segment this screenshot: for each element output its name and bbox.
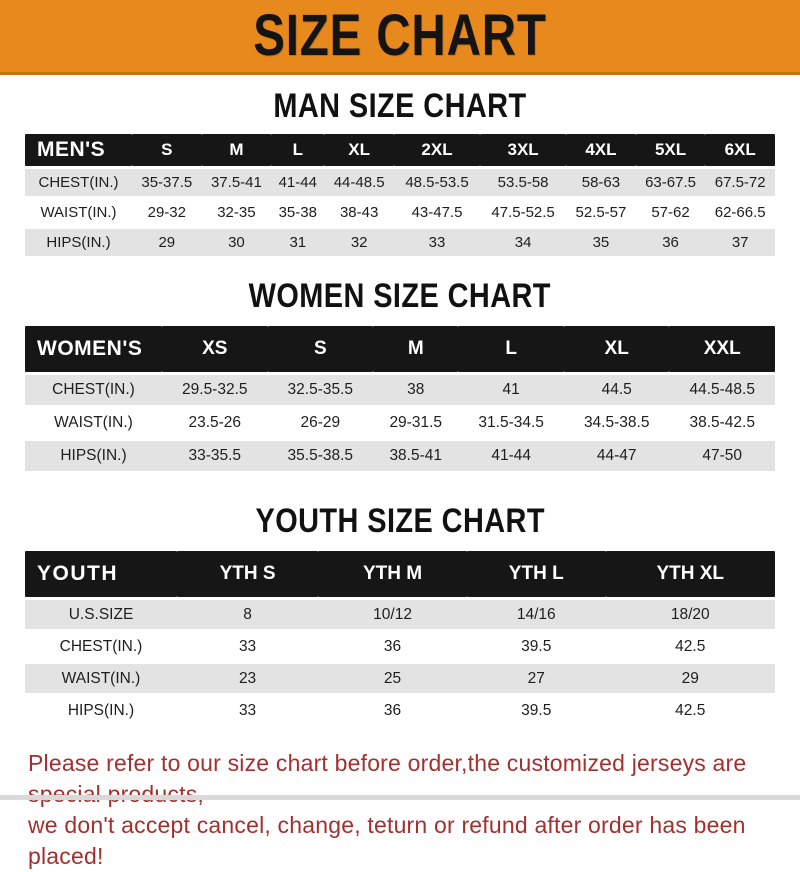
youth-measurement-row [25,664,775,693]
women-size-value-cell: 23.5-26 [188,414,242,431]
youth-measurement-row [25,632,775,661]
men-size-value-cell: 44-48.5 [333,174,385,191]
youth-header-bar [25,551,775,597]
men-size-column-header: 6XL [724,140,756,159]
youth-section-heading-text: YOUTH SIZE CHART [255,502,545,540]
youth-size-value-cell: 18/20 [670,605,710,623]
women-measurement-row [25,375,775,405]
youth-size-column-header: YTH L [508,563,564,584]
women-size-value-cell: 34.5-38.5 [583,414,650,431]
youth-size-value-cell: 27 [527,669,545,687]
men-size-value-cell: 41-44 [278,174,317,191]
women-size-value-cell: 38.5-42.5 [689,414,755,431]
women-size-value-cell: 32.5-35.5 [287,381,354,398]
banner [0,0,800,75]
youth-size-column-header: YTH M [363,563,423,584]
men-size-value-cell: 36 [662,234,679,251]
men-size-value-cell: 30 [228,234,245,251]
women-size-value-cell: 38.5-41 [389,447,443,464]
women-row-label: HIPS(IN.) [60,447,127,464]
women-size-value-cell: 47-50 [702,447,743,464]
men-size-value-cell: 58-63 [581,174,621,191]
youth-size-value-cell: 8 [243,605,252,623]
youth-size-value-cell: 36 [383,701,402,719]
men-size-column-header: 2XL [421,140,453,159]
men-size-value-cell: 32-35 [217,204,256,221]
men-size-value-cell: 35-37.5 [141,174,193,191]
youth-row-label: WAIST(IN.) [61,669,141,687]
youth-size-table [25,548,775,728]
order-policy-note [28,748,772,872]
men-row-label: HIPS(IN.) [46,234,111,251]
youth-row-label: U.S.SIZE [68,605,134,623]
women-size-value-cell: 33-35.5 [188,447,242,464]
men-size-value-cell: 63-67.5 [645,174,696,191]
women-header-bar [25,326,775,372]
men-size-value-cell: 52.5-57 [575,204,627,221]
men-size-column-header: XL [348,140,371,159]
women-size-column-header: XS [202,338,228,359]
women-size-table [25,323,775,474]
youth-measurement-row [25,600,775,629]
men-size-value-cell: 47.5-52.5 [491,204,555,221]
women-size-column-header: XXL [703,338,741,359]
youth-size-value-cell: 14/16 [516,605,556,623]
youth-section-heading [0,504,800,538]
men-size-column-header: 5XL [654,140,687,159]
youth-size-column-header: YTH S [219,563,276,584]
women-size-value-cell: 35.5-38.5 [287,447,354,464]
men-size-column-header: M [229,140,244,159]
men-row-label: WAIST(IN.) [40,204,117,221]
women-size-column-header: L [505,338,517,359]
men-size-column-header: S [161,140,173,159]
women-size-column-header: M [407,338,424,359]
men-size-column-header: 4XL [585,140,617,159]
women-section-heading [0,279,800,313]
women-size-value-cell: 29-31.5 [389,414,443,431]
men-size-value-cell: 35-38 [278,204,317,221]
youth-size-value-cell: 39.5 [521,637,552,655]
youth-measurement-row [25,696,775,725]
men-size-value-cell: 38-43 [339,204,379,221]
men-size-table [25,131,775,259]
men-measurement-row [25,229,775,256]
men-measurement-row [25,199,775,226]
women-size-column-header: XL [604,338,629,359]
youth-size-value-cell: 29 [681,669,699,687]
women-measurement-row [25,441,775,471]
youth-row-label: HIPS(IN.) [67,701,135,719]
banner-title: SIZE CHART [253,3,547,68]
women-size-value-cell: 38 [407,381,425,398]
youth-size-value-cell: 25 [383,669,402,687]
youth-row-label: CHEST(IN.) [59,637,143,655]
men-corner-label: MEN'S [37,138,106,161]
men-section-heading-text: MAN SIZE CHART [273,87,527,125]
youth-size-value-cell: 33 [238,701,257,719]
men-size-value-cell: 29-32 [147,204,186,221]
women-size-column-header: S [313,338,327,359]
youth-size-value-cell: 10/12 [373,605,412,623]
youth-corner-label: YOUTH [37,562,118,585]
youth-size-value-cell: 33 [238,637,257,655]
men-measurement-row [25,169,775,196]
men-size-value-cell: 35 [592,234,610,251]
men-row-label: CHEST(IN.) [38,174,119,191]
youth-size-value-cell: 42.5 [675,701,706,719]
women-corner-label: WOMEN'S [37,337,143,360]
youth-size-value-cell: 23 [238,669,257,687]
men-header-bar [25,134,775,166]
men-size-value-cell: 57-62 [651,204,690,221]
men-size-value-cell: 43-47.5 [411,204,463,221]
women-size-value-cell: 29.5-32.5 [182,381,248,398]
men-size-value-cell: 37.5-41 [210,174,262,191]
women-size-value-cell: 41-44 [491,447,531,464]
women-size-value-cell: 41 [502,381,520,398]
order-policy-line-2: we don't accept cancel, change, teturn or refund after order has been placed! [28,812,746,870]
men-size-value-cell: 31 [289,234,307,251]
women-row-label: CHEST(IN.) [52,381,135,398]
youth-size-value-cell: 36 [383,637,402,655]
men-size-value-cell: 33 [428,234,446,251]
men-size-value-cell: 32 [350,234,368,251]
women-size-value-cell: 44.5-48.5 [689,381,755,398]
men-size-value-cell: 29 [158,234,176,251]
women-size-value-cell: 44.5 [601,381,632,398]
order-policy-line-1: Please refer to our size chart before order,the customized jerseys are [28,750,747,776]
women-size-value-cell: 31.5-34.5 [478,414,544,431]
women-measurement-row [25,408,775,438]
men-size-value-cell: 37 [731,234,749,251]
women-row-label: WAIST(IN.) [54,414,133,431]
bottom-edge-strip [0,795,800,800]
women-size-value-cell: 26-29 [300,414,341,431]
youth-size-value-cell: 42.5 [675,637,706,655]
men-size-value-cell: 34 [514,234,532,251]
men-size-value-cell: 53.5-58 [497,174,549,191]
men-size-value-cell: 48.5-53.5 [405,174,469,191]
men-section-heading [0,89,800,123]
youth-size-value-cell: 39.5 [521,701,552,719]
women-section-heading-text: WOMEN SIZE CHART [248,277,552,315]
youth-size-column-header: YTH XL [656,563,725,584]
men-size-value-cell: 67.5-72 [714,174,766,191]
men-size-column-header: 3XL [507,140,539,159]
men-size-column-header: L [292,140,303,159]
women-size-value-cell: 44-47 [596,447,637,464]
men-size-value-cell: 62-66.5 [714,204,766,221]
